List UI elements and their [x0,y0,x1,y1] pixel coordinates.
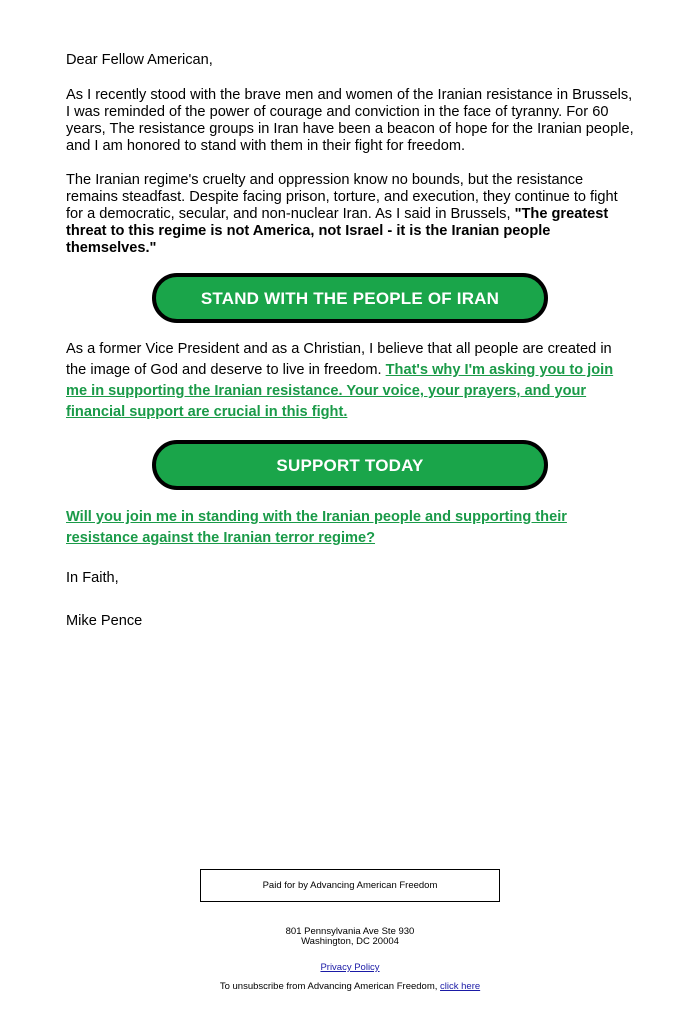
cta-wrapper-stand [66,273,634,323]
email-body [66,52,634,647]
paid-for-box: Paid for by Advancing American Freedom [200,869,500,902]
paragraph-resistance-brussels: As I recently stood with the brave men and women of the Iranian resistance in Brussels, I was reminded of the power of courage and conviction in the face of tyranny. For 60 years, The resistance groups in Iran have been a beacon of hope for the Iranian people, and I am honored to stand with them in their fight for freedom. [66,87,634,154]
address-line-2: Washington, DC 20004 [301,936,399,947]
paragraph-regime-text: The Iranian regime's cruelty and oppression know no bounds, but the resistance remains steadfast. Despite facing prison, torture, and execution, they continue to fight for a democratic, secular, and non-nuclear Iran. As I said in Brussels, [66,172,618,222]
privacy-row [0,962,700,973]
greeting: Dear Fellow American, [66,52,213,68]
paragraph-vice-president [66,339,634,423]
question-paragraph [66,507,634,549]
support-resistance-link[interactable]: That's why I'm asking you to join me in supporting the Iranian resistance. Your voice, your prayers, and your financial support are crucial in this fight. [66,362,614,420]
closing: In Faith, [66,570,119,586]
join-me-link[interactable]: Will you join me in standing with the Iranian people and supporting their resistance against the Iranian terror regime? [66,509,567,546]
brussels-quote: "The greatest threat to this regime is not America, not Israel - it is the Iranian people themselves." [66,206,609,256]
unsubscribe-link[interactable]: click here [440,981,481,992]
unsubscribe-text: To unsubscribe from Advancing American Freedom, [219,981,441,992]
privacy-policy-link[interactable]: Privacy Policy [320,962,380,973]
paragraph-regime-cruelty [66,172,634,257]
support-today-button[interactable]: SUPPORT TODAY [152,440,548,490]
unsubscribe-row [0,981,700,992]
paragraph-vp-text: As a former Vice President and as a Christian, I believe that all people are created in the image of God and deserve to live in freedom. [66,341,612,378]
cta-wrapper-support [66,440,634,490]
signature: Mike Pence [66,613,143,629]
footer-address [0,927,700,947]
address-line-1: 801 Pennsylvania Ave Ste 930 [285,926,415,937]
stand-with-iran-button[interactable]: STAND WITH THE PEOPLE OF IRAN [152,273,548,323]
